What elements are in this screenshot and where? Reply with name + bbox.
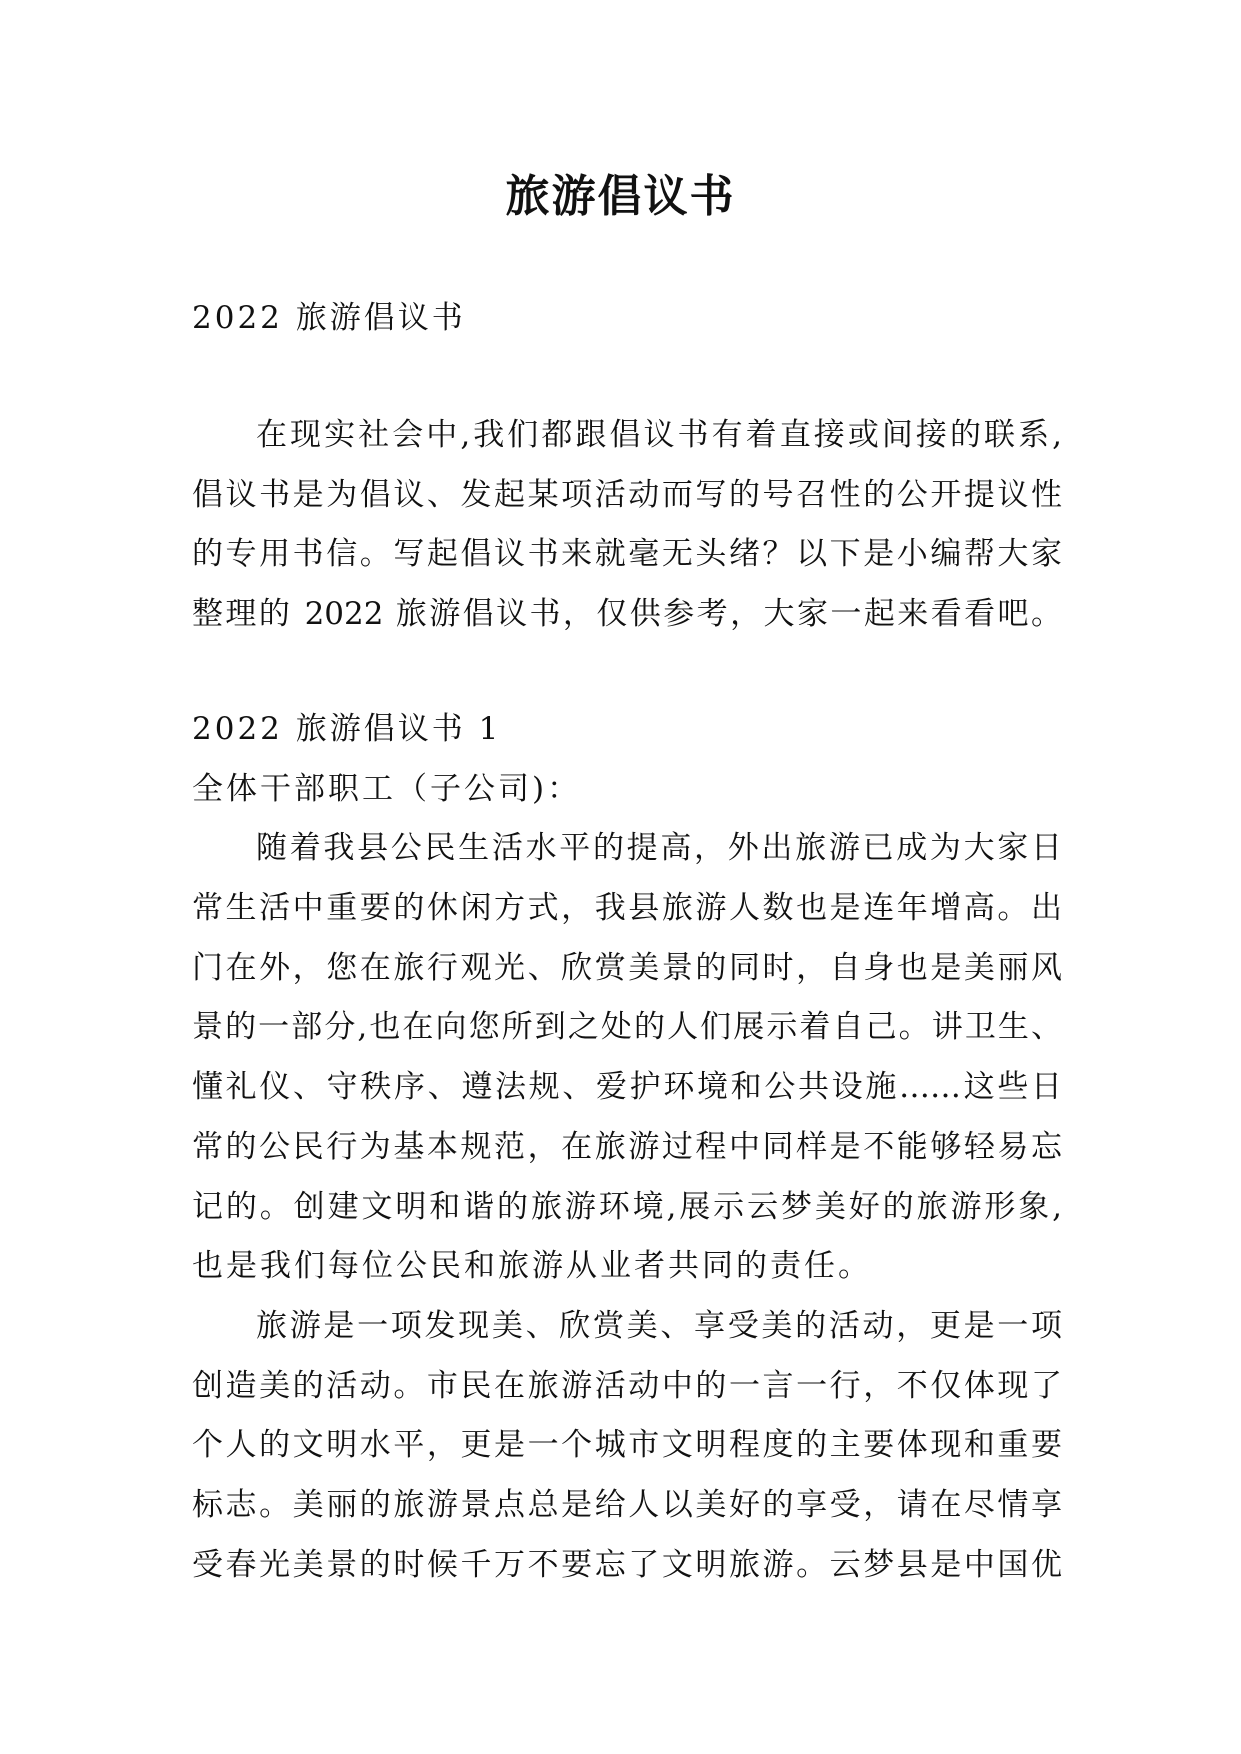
salutation: 全体干部职工（子公司)： [192, 770, 582, 807]
paragraph-line: 记的。创建文明和谐的旅游环境,展示云梦美好的旅游形象, [192, 1188, 1062, 1225]
subtitle: 2022 旅游倡议书 [192, 300, 466, 336]
paragraph-line: 受春光美景的时候千万不要忘了文明旅游。云梦县是中国优 [192, 1546, 1062, 1583]
paragraph-line: 懂礼仪、守秩序、遵法规、爱护环境和公共设施……这些日 [192, 1069, 1062, 1106]
section-heading: 2022 旅游倡议书 1 [192, 711, 502, 747]
intro-paragraph [192, 406, 1062, 645]
document-title: 旅游倡议书 [505, 171, 736, 222]
paragraph-line: 整理的 2022 旅游倡议书，仅供参考，大家一起来看看吧。 [192, 596, 1062, 633]
paragraph-line: 创造美的活动。市民在旅游活动中的一言一行，不仅体现了 [192, 1367, 1062, 1404]
paragraph-line: 景的一部分,也在向您所到之处的人们展示着自己。讲卫生、 [192, 1009, 1062, 1046]
paragraph-line: 的专用书信。写起倡议书来就毫无头绪？以下是小编帮大家 [192, 536, 1062, 573]
paragraph-line: 随着我县公民生活水平的提高，外出旅游已成为大家日 [256, 830, 1062, 867]
paragraph-line: 常的公民行为基本规范，在旅游过程中同样是不能够轻易忘 [192, 1128, 1062, 1165]
paragraph-line: 标志。美丽的旅游景点总是给人以美好的享受，请在尽情享 [192, 1486, 1062, 1523]
paragraph-line: 也是我们每位公民和旅游从业者共同的责任。 [192, 1248, 872, 1285]
paragraph-line: 在现实社会中,我们都跟倡议书有着直接或间接的联系, [256, 417, 1062, 453]
paragraph-line: 倡议书是为倡议、发起某项活动而写的号召性的公开提议性 [192, 476, 1062, 513]
paragraph-line: 旅游是一项发现美、欣赏美、享受美的活动，更是一项 [256, 1307, 1062, 1344]
paragraph-line: 常生活中重要的休闲方式，我县旅游人数也是连年增高。出 [192, 890, 1062, 927]
paragraph-line: 门在外，您在旅行观光、欣赏美景的同时，自身也是美丽风 [192, 949, 1062, 986]
section-1 [192, 700, 1062, 1595]
subtitle-block [192, 289, 1062, 349]
paragraph-line: 个人的文明水平，更是一个城市文明程度的主要体现和重要 [192, 1427, 1062, 1464]
